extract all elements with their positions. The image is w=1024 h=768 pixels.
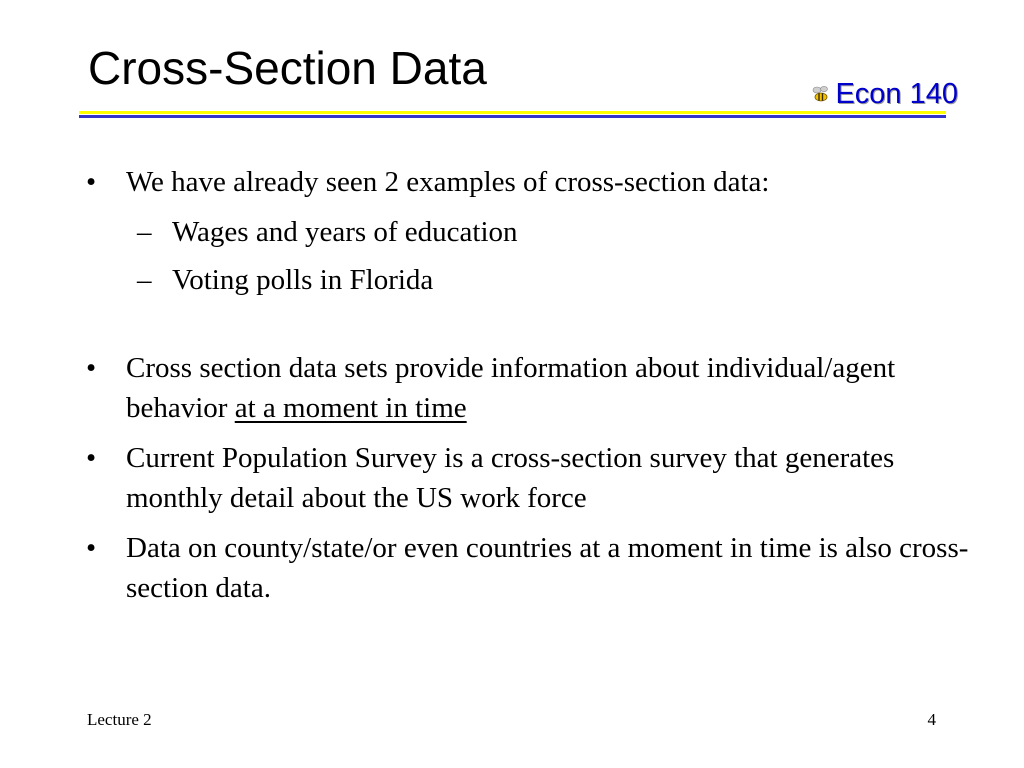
bullet-text: Cross section data sets provide information about individual/agent behavior	[126, 352, 896, 424]
slide-title: Cross-Section Data	[88, 42, 487, 94]
bullet-marker: •	[86, 442, 97, 474]
sub-bullet-item	[86, 212, 976, 252]
bullet-marker: •	[86, 166, 97, 198]
title-rule-yellow	[79, 111, 946, 114]
underlined-phrase: at a moment in time	[234, 392, 467, 424]
bullet-item	[86, 348, 976, 428]
bullet-text: We have already seen 2 examples of cross-section data:	[126, 166, 770, 198]
dash-marker: –	[137, 264, 152, 296]
page-number: 4	[927, 710, 936, 729]
brand-label: Econ 140	[835, 78, 958, 110]
slide-body	[86, 162, 976, 618]
bullet-marker: •	[86, 532, 97, 564]
bullet-text: Current Population Survey is a cross-section survey that generates monthly detail about the US work force	[126, 442, 895, 514]
dash-marker: –	[137, 216, 152, 248]
bullet-item	[86, 162, 976, 202]
footer-lecture-label: Lecture 2	[87, 710, 152, 729]
bullet-item	[86, 438, 976, 518]
sub-bullet-text: Wages and years of education	[172, 216, 518, 248]
bee-icon	[811, 84, 831, 104]
sub-bullet-item	[86, 260, 976, 300]
bullet-marker: •	[86, 352, 97, 384]
title-rule-blue	[79, 115, 946, 118]
bullet-item	[86, 528, 976, 608]
brand-logo	[811, 74, 958, 114]
sub-bullet-text: Voting polls in Florida	[172, 264, 434, 296]
bullet-text: Data on county/state/or even countries at a moment in time is also cross-section data.	[126, 532, 969, 604]
